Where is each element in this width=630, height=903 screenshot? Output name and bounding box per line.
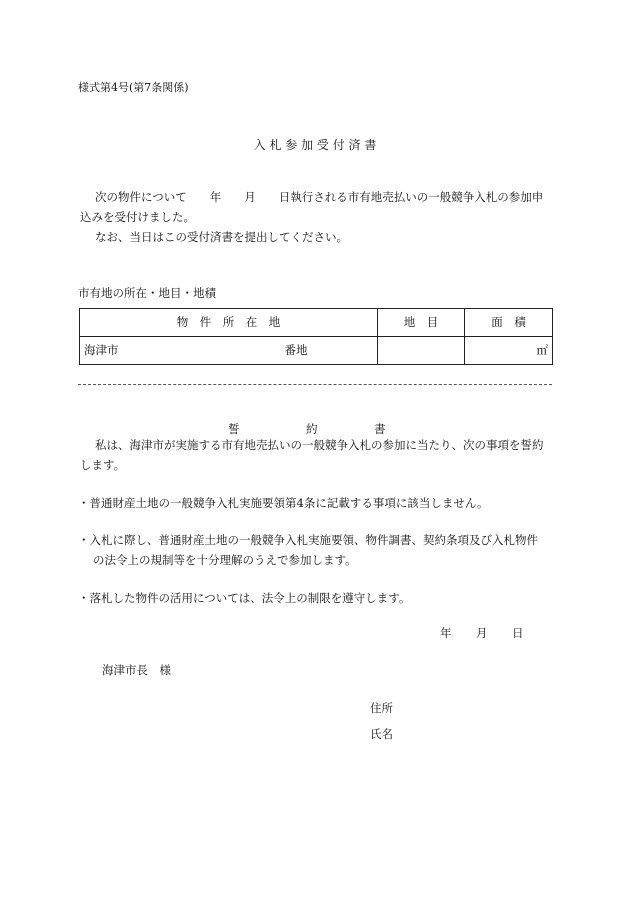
header-area: 面 積 (465, 309, 553, 337)
cell-land-category (378, 337, 465, 365)
property-table (79, 308, 553, 365)
cut-line-divider (78, 384, 552, 385)
date-month-label: 月 (476, 626, 488, 640)
date-year-label: 年 (440, 626, 452, 640)
header-location: 物 件 所 在 地 (80, 309, 378, 337)
name-label: 氏名 (370, 727, 393, 741)
cell-area (465, 337, 553, 365)
oath-item-1: ・普通財産土地の一般競争入札実施要領第4条に記載する事項に該当しません。 (78, 496, 489, 510)
cell-location (80, 337, 378, 365)
area-unit: ㎡ (536, 342, 548, 357)
property-table-header-row (80, 309, 553, 337)
oath-title-char-2: 約 (306, 422, 318, 436)
receipt-title: 入 札 参 加 受 付 済 書 (253, 138, 377, 152)
oath-item-2-cont: の法令上の規制等を十分理解のうえで参加します。 (93, 553, 357, 567)
date-day-label: 日 (512, 626, 524, 640)
oath-intro-line1-cont: します。 (80, 458, 126, 472)
address-label: 住所 (370, 701, 393, 715)
addressee: 海津市長 様 (102, 663, 171, 677)
form-number: 様式第4号(第7条関係) (78, 81, 189, 94)
location-lot-suffix: 番地 (284, 342, 308, 357)
oath-intro-line1: 私は、海津市が実施する市有地売払いの一般競争入札の参加に当たり、次の事項を誓約 (95, 438, 544, 452)
receipt-text-line1-cont: 込みを受付けました。 (80, 210, 195, 224)
oath-title-char-1: 誓 (228, 422, 240, 436)
location-city: 海津市 (84, 342, 119, 357)
receipt-text-line1: 次の物件について 年 月 日執行される市有地売払いの一般競争入札の参加申 (95, 190, 544, 204)
oath-item-3: ・落札した物件の活用については、法令上の制限を遵守します。 (78, 591, 411, 605)
oath-item-2: ・入札に際し、普通財産土地の一般競争入札実施要領、物件調書、契約条項及び入札物件 (78, 533, 538, 547)
header-land-category: 地 目 (378, 309, 465, 337)
property-table-row (80, 337, 553, 365)
property-section-label: 市有地の所在・地目・地積 (78, 286, 216, 300)
oath-title-char-3: 書 (374, 422, 386, 436)
receipt-text-line2: なお、当日はこの受付済書を提出してください。 (95, 230, 348, 244)
